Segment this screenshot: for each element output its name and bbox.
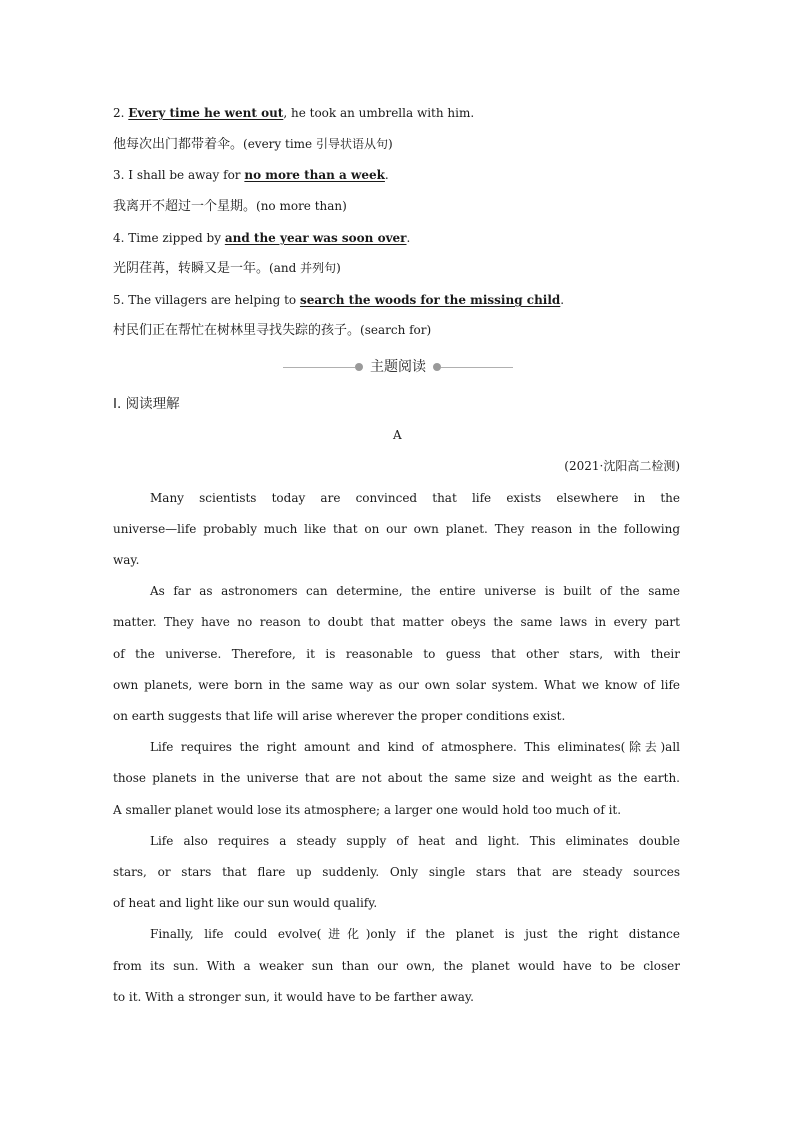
passage-line: Finally, life could evolve(进化)only if the planet is just the right distance xyxy=(150,927,680,941)
section-divider xyxy=(283,359,513,375)
answer-blank: no more than a week xyxy=(244,168,385,182)
chinese-translation: 他每次出门都带着伞。 xyxy=(113,137,244,152)
exercise-3-translation xyxy=(113,198,347,215)
exercise-5-sentence xyxy=(113,292,564,308)
exercise-4-translation xyxy=(113,260,341,277)
sentence-pre: The villagers are helping to xyxy=(128,293,300,307)
answer-blank: and the year was soon over xyxy=(224,231,407,245)
exercise-number: 4. xyxy=(113,231,125,245)
passage-line: way. xyxy=(113,553,140,567)
passage-line: to it. With a stronger sun, it would have to be farther away. xyxy=(113,990,474,1004)
section-title: 主题阅读 xyxy=(370,359,426,375)
chinese-translation: 村民们正在帮忙在树林里寻找失踪的孩子。 xyxy=(113,323,361,338)
source-note: (2021·沈阳高二检测) xyxy=(564,459,680,473)
grammar-hint: (and 并列句) xyxy=(269,261,341,275)
sentence-rest: . xyxy=(406,231,411,245)
passage-line: As far as astronomers can determine, the entire universe is built of the same xyxy=(150,584,680,598)
passage-line: A smaller planet would lose its atmosphere; a larger one would hold too much of it. xyxy=(113,803,622,817)
exercise-number: 3. xyxy=(113,168,125,182)
passage-line: universe—life probably much like that on our own planet. They reason in the following xyxy=(113,522,680,536)
passage-line: Many scientists today are convinced that life exists elsewhere in the xyxy=(150,491,680,505)
passage-line: on earth suggests that life will arise wherever the proper conditions exist. xyxy=(113,709,566,723)
divider-rule-left xyxy=(283,367,355,368)
sentence-rest: . xyxy=(560,293,565,307)
sentence-rest: , he took an umbrella with him. xyxy=(283,106,475,120)
exercise-5-translation xyxy=(113,322,431,339)
exercise-number: 2. xyxy=(113,106,125,120)
exercise-2-translation xyxy=(113,136,393,153)
exercise-3-sentence xyxy=(113,167,389,183)
passage-line: of the universe. Therefore, it is reasonable to guess that other stars, with their xyxy=(113,647,680,661)
grammar-hint: (no more than) xyxy=(256,199,347,213)
grammar-hint: (search for) xyxy=(360,323,432,337)
chinese-translation: 光阴荏苒，转瞬又是一年。 xyxy=(113,261,270,276)
passage-line: stars, or stars that flare up suddenly. Only single stars that are steady sources xyxy=(113,865,680,879)
sentence-pre: I shall be away for xyxy=(128,168,245,182)
passage-line: Life also requires a steady supply of heat and light. This eliminates double xyxy=(150,834,680,848)
answer-blank: Every time he went out xyxy=(128,106,284,120)
passage-letter: A xyxy=(393,428,402,442)
divider-rule-right xyxy=(441,367,513,368)
passage-line: own planets, were born in the same way as our own solar system. What we know of life xyxy=(113,678,680,692)
chinese-translation: 我离开不超过一个星期。 xyxy=(113,199,257,214)
exercise-number: 5. xyxy=(113,293,125,307)
bullet-dot-icon xyxy=(433,363,441,371)
passage-line: those planets in the universe that are not about the same size and weight as the earth. xyxy=(113,771,680,785)
passage-line: matter. They have no reason to doubt that matter obeys the same laws in every part xyxy=(113,615,680,629)
exercise-4-sentence xyxy=(113,230,410,246)
sentence-rest: . xyxy=(384,168,389,182)
grammar-hint: (every time 引导状语从句) xyxy=(243,137,393,151)
part-heading: Ⅰ. 阅读理解 xyxy=(113,396,180,412)
exercise-2-sentence xyxy=(113,105,474,121)
bullet-dot-icon xyxy=(355,363,363,371)
answer-blank: search the woods for the missing child xyxy=(299,293,561,307)
passage-line: of heat and light like our sun would qualify. xyxy=(113,896,378,910)
sentence-pre: Time zipped by xyxy=(128,231,225,245)
passage-line: Life requires the right amount and kind of atmosphere. This eliminates(除去)all xyxy=(150,740,680,754)
passage-line: from its sun. With a weaker sun than our own, the planet would have to be closer xyxy=(113,959,680,973)
